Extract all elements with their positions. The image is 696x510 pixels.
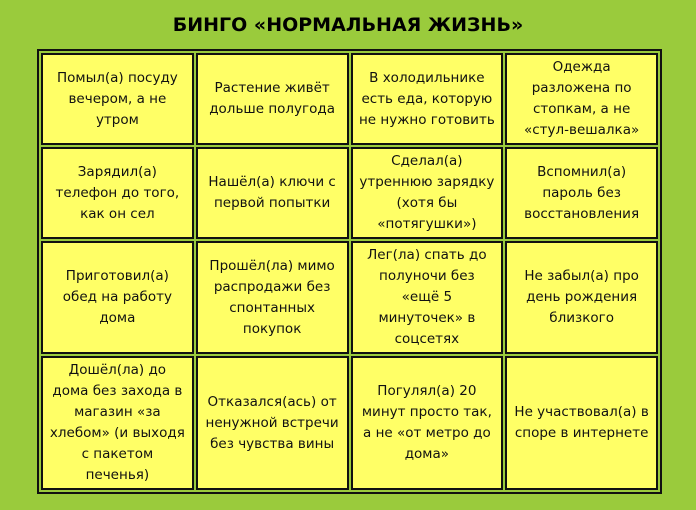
bingo-cell[interactable]: Не участвовал(а) в споре в интернете — [505, 356, 658, 490]
bingo-cell[interactable]: Растение живёт дольше полугода — [196, 53, 349, 145]
bingo-cell[interactable]: Вспомнил(а) пароль без восстановления — [505, 147, 658, 239]
bingo-cell[interactable]: Прошёл(ла) мимо распродажи без спонтанных покупок — [196, 241, 349, 354]
bingo-row — [41, 147, 658, 239]
page-title: БИНГО «НОРМАЛЬНАЯ ЖИЗНЬ» — [172, 14, 524, 36]
bingo-cell[interactable]: Погулял(а) 20 минут просто так, а не «от метро до дома» — [351, 356, 504, 490]
bingo-cell[interactable]: Сделал(а) утреннюю зарядку (хотя бы «потягушки») — [351, 147, 504, 239]
bingo-row — [41, 356, 658, 490]
bingo-cell[interactable]: Приготовил(а) обед на работу дома — [41, 241, 194, 354]
bingo-row — [41, 53, 658, 145]
bingo-grid — [37, 49, 662, 494]
bingo-cell[interactable]: Не забыл(а) про день рождения близкого — [505, 241, 658, 354]
bingo-cell[interactable]: В холодильнике есть еда, которую не нужно готовить — [351, 53, 504, 145]
bingo-cell[interactable]: Лег(ла) спать до полуночи без «ещё 5 минуточек» в соцсетях — [351, 241, 504, 354]
bingo-cell[interactable]: Помыл(а) посуду вечером, а не утром — [41, 53, 194, 145]
bingo-cell[interactable]: Отказался(ась) от ненужной встречи без чувства вины — [196, 356, 349, 490]
bingo-row — [41, 241, 658, 354]
bingo-cell[interactable]: Зарядил(а) телефон до того, как он сел — [41, 147, 194, 239]
bingo-cell[interactable]: Дошёл(ла) до дома без захода в магазин «за хлебом» (и выходя с пакетом печенья) — [41, 356, 194, 490]
bingo-cell[interactable]: Нашёл(а) ключи с первой попытки — [196, 147, 349, 239]
bingo-cell[interactable]: Одежда разложена по стопкам, а не «стул-вешалка» — [505, 53, 658, 145]
